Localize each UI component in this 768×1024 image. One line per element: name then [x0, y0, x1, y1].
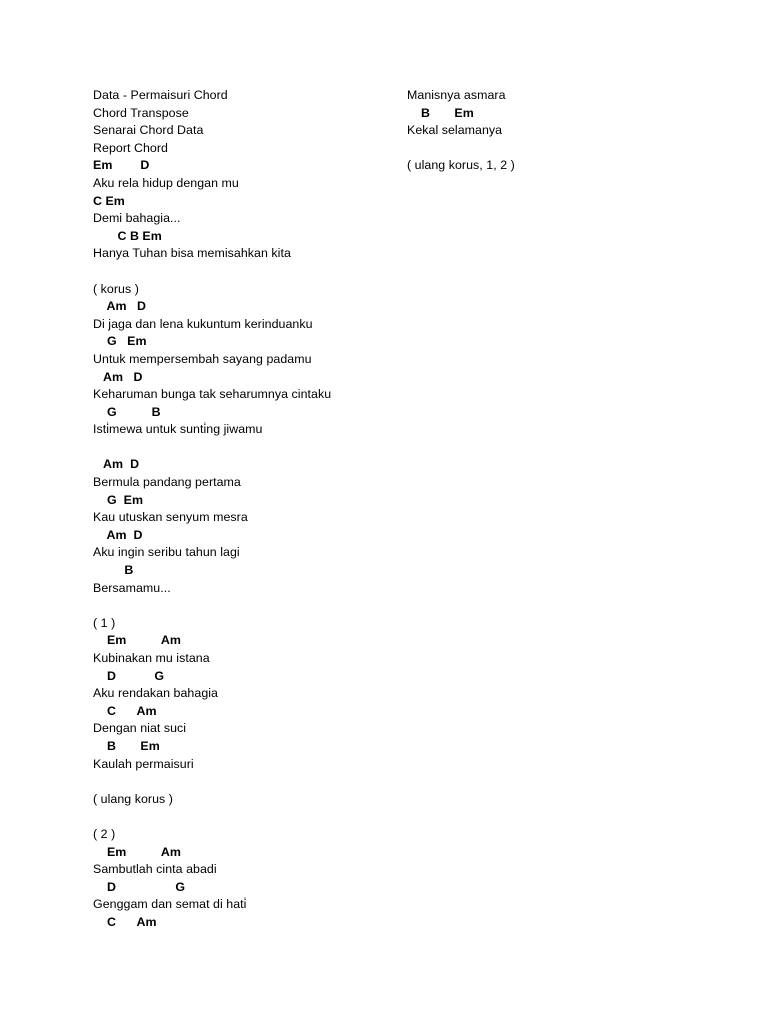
- lyric-line: Kekal selamanya: [407, 123, 503, 138]
- lyric-line: Report Chord: [93, 140, 168, 155]
- chord-line: G B: [93, 404, 161, 419]
- blank-line: [93, 808, 393, 826]
- lyric-line: Bersamamu...: [93, 580, 171, 595]
- lyric-line: Aku ingin seribu tahun lagi: [93, 545, 240, 560]
- chord-line: Em D: [93, 158, 150, 173]
- lyric-line: Isti̇mewa untuk sunti̇ng jiwamu: [93, 422, 263, 437]
- chord-line: Am D: [93, 299, 147, 314]
- lyric-line: Di jaga dan lena kukuntum kerinduanku: [93, 316, 313, 331]
- lyric-line: Manisnya asmara: [407, 88, 506, 102]
- lyric-line: ( ulang korus, 1, 2 ): [407, 158, 515, 173]
- chord-line: C Am: [93, 703, 157, 718]
- blank-line: [93, 773, 393, 791]
- lyric-line: Senarai Chord Data: [93, 123, 204, 138]
- lyric-line: ( 2 ): [93, 826, 116, 841]
- lyric-line: Untuk mempersembah sayang padamu: [93, 351, 312, 366]
- blank-line: [93, 439, 393, 457]
- chord-line: C Am: [93, 914, 157, 929]
- blank-line: [407, 140, 707, 158]
- lyric-line: ( 1 ): [93, 615, 116, 630]
- chord-line: G Em: [93, 334, 147, 349]
- chord-line: C Em: [93, 193, 125, 208]
- right-text-column: [407, 87, 707, 175]
- lyric-line: Hanya Tuhan bisa memisahkan kita: [93, 246, 291, 261]
- chord-line: Am D: [93, 527, 143, 542]
- lyric-line: Demi bahagia...: [93, 211, 181, 226]
- lyric-line: Sambutlah cinta abadi: [93, 862, 217, 877]
- lyric-line: Kubinakan mu istana: [93, 651, 210, 665]
- lyric-line: Aku rendakan bahagia: [93, 686, 219, 701]
- lyric-line: ( korus ): [93, 281, 139, 296]
- lyric-line: Dengan niat suci: [93, 721, 187, 736]
- lyric-line: Data - Permaisuri Chord: [93, 88, 228, 102]
- chord-line: Am D: [93, 457, 140, 472]
- chord-line: C B Em: [93, 228, 162, 243]
- lyric-line: Chord Transpose: [93, 105, 189, 120]
- chord-line: D G: [93, 668, 165, 683]
- chord-line: B Em: [93, 738, 160, 753]
- chord-line: B: [93, 563, 134, 578]
- lyric-line: Genggam dan semat di hati̇: [93, 897, 247, 912]
- lyric-line: ( ulang korus ): [93, 791, 173, 806]
- lyric-line: Aku rela hidup dengan mu: [93, 175, 239, 190]
- blank-line: [93, 597, 393, 615]
- chord-line: G Em: [93, 492, 144, 507]
- lyric-line: Kaulah permaisuri: [93, 756, 194, 771]
- blank-line: [93, 263, 393, 281]
- chord-line: Am D: [93, 369, 143, 384]
- chord-line: B Em: [407, 105, 474, 120]
- chord-line: Em Am: [93, 844, 181, 859]
- chord-line: Em Am: [93, 633, 181, 648]
- lyric-line: Kau utuskan senyum mesra: [93, 510, 248, 525]
- lyric-line: Bermula pandang pertama: [93, 475, 241, 490]
- lyric-line: Keharuman bunga tak seharumnya cintaku: [93, 387, 332, 402]
- left-text-column: [93, 87, 393, 932]
- chord-line: D G: [93, 879, 186, 894]
